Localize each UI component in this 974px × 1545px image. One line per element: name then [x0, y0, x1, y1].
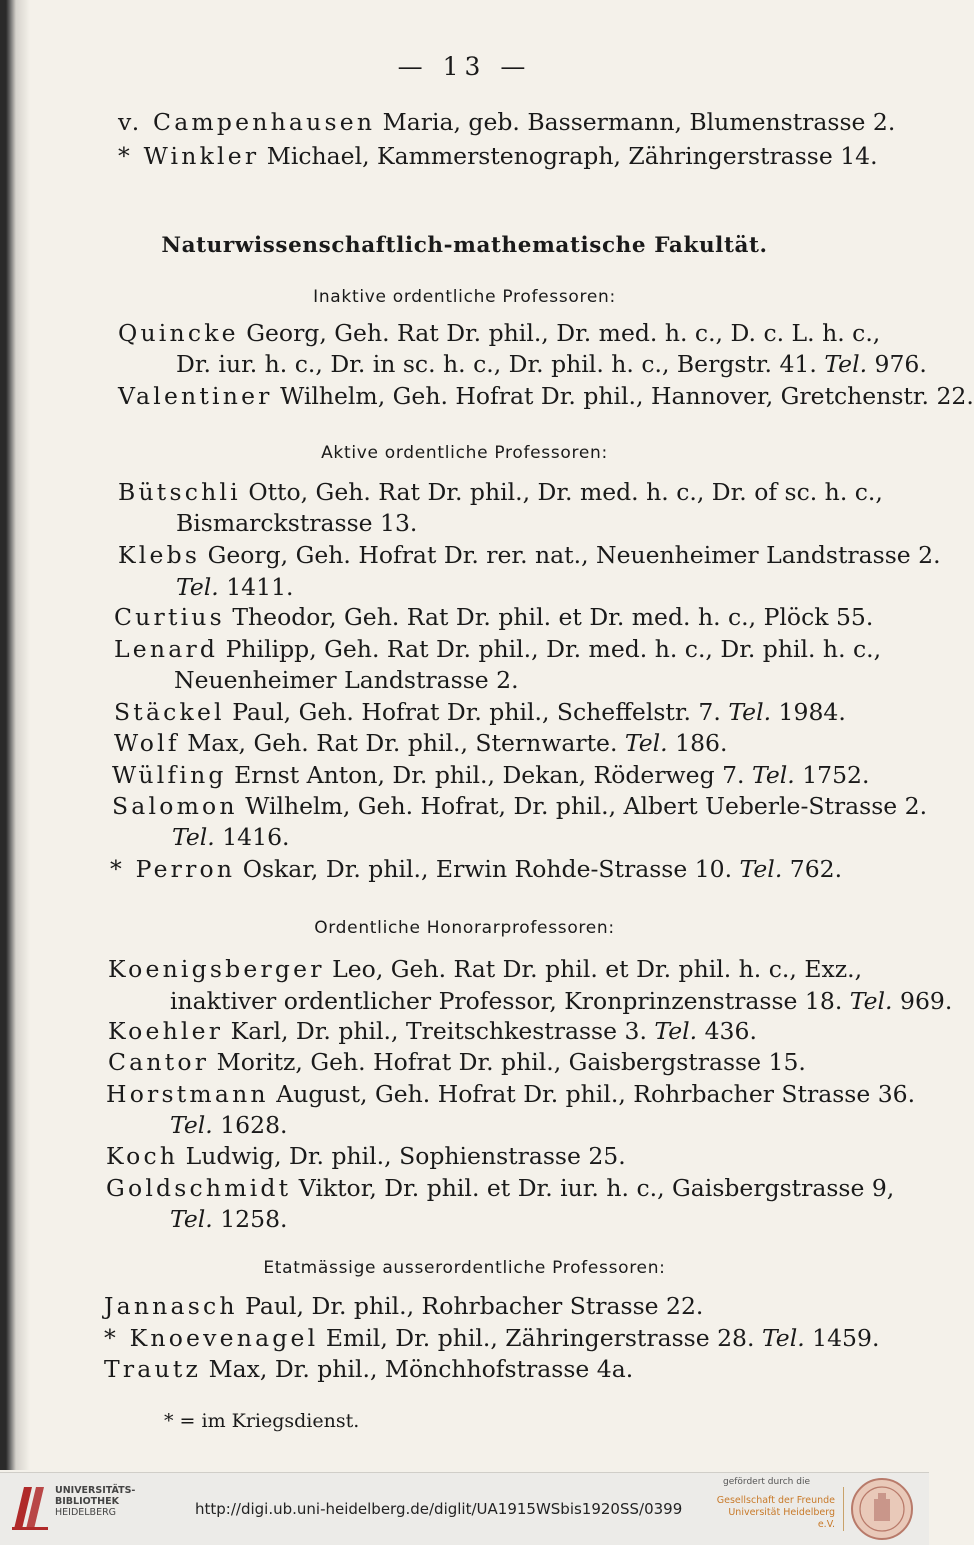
person-name: Valentiner — [118, 382, 273, 410]
list-item — [108, 955, 862, 983]
list-item — [104, 1292, 703, 1320]
entry-text: Karl, Dr. phil., Treitschkestrasse 3. — [223, 1017, 655, 1045]
entry-text: Philipp, Geh. Rat Dr. phil., Dr. med. h. c., Dr. phil. h. c., — [218, 635, 882, 663]
tel-number: 1628. — [212, 1111, 288, 1139]
entry-text: Max, Geh. Rat Dr. phil., Sternwarte. — [179, 729, 625, 757]
tel-number: 436. — [697, 1017, 757, 1045]
list-item — [170, 1205, 288, 1233]
tel-number: 976. — [867, 350, 927, 378]
list-item — [106, 1142, 626, 1170]
library-name-line: UNIVERSITÄTS- — [55, 1485, 136, 1496]
sponsor-org — [715, 1495, 835, 1531]
entry-text: Michael, Kammerstenograph, Zähringerstrasse 14. — [259, 142, 878, 170]
tel-label: Tel. — [761, 1324, 805, 1352]
list-item — [114, 635, 881, 663]
person-name: Klebs — [118, 541, 201, 569]
footnote: * = im Kriegsdienst. — [164, 1410, 360, 1432]
list-item — [114, 729, 727, 757]
list-item — [118, 142, 878, 170]
entry-text: Max, Dr. phil., Mönchhofstrasse 4a. — [201, 1355, 634, 1383]
list-item — [118, 319, 880, 347]
list-item — [112, 792, 927, 820]
page-binding-edge — [0, 0, 30, 1470]
library-name-line: HEIDELBERG — [55, 1507, 117, 1518]
list-item — [172, 823, 290, 851]
person-name: Koehler — [108, 1017, 224, 1045]
entry-text: Wilhelm, Geh. Hofrat, Dr. phil., Albert Ueberle-Strasse 2. — [237, 792, 928, 820]
list-item — [170, 987, 952, 1015]
list-item — [176, 573, 294, 601]
entry-text: Leo, Geh. Rat Dr. phil. et Dr. phil. h. c., Exz., — [324, 955, 863, 983]
tel-label: Tel. — [624, 729, 668, 757]
entry-text: Dr. iur. h. c., Dr. in sc. h. c., Dr. phil. h. c., Bergstr. 41. — [176, 350, 825, 378]
tel-number: 762. — [782, 855, 843, 883]
list-item — [176, 350, 927, 378]
list-item — [108, 1048, 806, 1076]
list-item — [118, 108, 895, 136]
tel-label: Tel. — [849, 987, 893, 1015]
tel-label: Tel. — [176, 573, 219, 601]
tel-number: 1258. — [212, 1205, 288, 1233]
list-item — [112, 761, 869, 789]
section-heading: Etatmässige ausserordentliche Professoren: — [263, 1258, 666, 1278]
person-name: Lenard — [114, 635, 219, 663]
list-item — [108, 1017, 757, 1045]
entry-text: Emil, Dr. phil., Zähringerstrasse 28. — [318, 1324, 762, 1352]
faculty-title: Naturwissenschaftlich-mathematische Fakultät. — [161, 233, 768, 258]
person-name: Curtius — [114, 603, 225, 631]
entry-text: Viktor, Dr. phil. et Dr. iur. h. c., Gaisbergstrasse 9, — [291, 1174, 895, 1202]
list-item — [114, 603, 873, 631]
entry-text: inaktiver ordentlicher Professor, Kronprinzenstrasse 18. — [170, 987, 850, 1015]
tel-label: Tel. — [172, 823, 215, 851]
entry-text: Paul, Dr. phil., Rohrbacher Strasse 22. — [237, 1292, 704, 1320]
sponsor-lead: gefördert durch die — [723, 1477, 810, 1487]
entry-text: Ludwig, Dr. phil., Sophienstrasse 25. — [178, 1142, 626, 1170]
entry-text: Bismarckstrasse 13. — [176, 509, 418, 537]
tel-label: Tel. — [824, 350, 868, 378]
sponsor-org-line: Gesellschaft der Freunde — [716, 1495, 835, 1506]
tel-number: 1752. — [794, 761, 870, 789]
person-name: Jannasch — [104, 1292, 238, 1320]
section-heading: Aktive ordentliche Professoren: — [321, 443, 608, 463]
list-item — [170, 1111, 288, 1139]
person-name: v. Campenhausen — [118, 108, 376, 136]
tel-label: Tel. — [170, 1111, 213, 1139]
entry-text: Neuenheimer Landstrasse 2. — [174, 666, 519, 694]
person-name: Quincke — [118, 319, 239, 347]
tel-number: 186. — [667, 729, 728, 757]
entry-text: Moritz, Geh. Hofrat Dr. phil., Gaisbergstrasse 15. — [209, 1048, 806, 1076]
footer-bar — [0, 1472, 929, 1545]
list-item — [176, 509, 417, 537]
entry-text: Paul, Geh. Hofrat Dr. phil., Scheffelstr. 7. — [224, 698, 729, 726]
person-name: Cantor — [108, 1048, 210, 1076]
entry-text: Theodor, Geh. Rat Dr. phil. et Dr. med. h. c., Plöck 55. — [224, 603, 874, 631]
person-name: Trautz — [104, 1355, 202, 1383]
tel-label: Tel. — [739, 855, 783, 883]
person-name: Koch — [106, 1142, 179, 1170]
list-item — [118, 478, 883, 506]
person-name: Koenigsberger — [108, 955, 325, 983]
tel-label: Tel. — [728, 698, 772, 726]
tel-number: 1459. — [804, 1324, 880, 1352]
list-item — [110, 855, 842, 883]
tel-number: 1411. — [218, 573, 294, 601]
list-item — [114, 698, 846, 726]
list-item — [174, 666, 519, 694]
person-name: Wolf — [114, 729, 180, 757]
library-logo-icon — [10, 1483, 52, 1533]
list-item — [104, 1324, 879, 1352]
entry-text: Georg, Geh. Rat Dr. phil., Dr. med. h. c., D. c. L. h. c., — [238, 319, 881, 347]
person-name: * Knoevenagel — [104, 1324, 319, 1352]
sponsor-org-line: Universität Heidelberg e.V. — [728, 1507, 835, 1530]
tel-label: Tel. — [751, 761, 795, 789]
person-name: * Winkler — [118, 142, 260, 170]
entry-text: Oskar, Dr. phil., Erwin Rohde-Strasse 10. — [235, 855, 740, 883]
section-heading: Ordentliche Honorarprofessoren: — [314, 918, 615, 938]
source-url-link[interactable]: http://digi.ub.uni-heidelberg.de/diglit/UA1915WSbis1920SS/0399 — [195, 1500, 683, 1518]
tel-number: 1416. — [214, 823, 290, 851]
list-item — [106, 1080, 915, 1108]
entry-text: Wilhelm, Geh. Hofrat Dr. phil., Hannover, Gretchenstr. 22. — [272, 382, 974, 410]
entry-text: August, Geh. Hofrat Dr. phil., Rohrbacher Strasse 36. — [268, 1080, 916, 1108]
person-name: Bütschli — [118, 478, 241, 506]
list-item — [104, 1355, 633, 1383]
library-name — [55, 1485, 135, 1518]
university-seal-icon — [850, 1477, 914, 1541]
tel-label: Tel. — [170, 1205, 213, 1233]
tel-number: 969. — [892, 987, 953, 1015]
tel-label: Tel. — [654, 1017, 698, 1045]
person-name: Salomon — [112, 792, 238, 820]
person-name: * Perron — [110, 855, 236, 883]
list-item — [118, 541, 941, 569]
person-name: Horstmann — [106, 1080, 269, 1108]
list-item — [118, 382, 974, 410]
entry-text: Otto, Geh. Rat Dr. phil., Dr. med. h. c., Dr. of sc. h. c., — [240, 478, 883, 506]
footer-divider — [843, 1487, 844, 1531]
list-item — [106, 1174, 894, 1202]
section-heading: Inaktive ordentliche Professoren: — [313, 287, 616, 307]
person-name: Goldschmidt — [106, 1174, 292, 1202]
tel-number: 1984. — [771, 698, 846, 726]
person-name: Wülfing — [112, 761, 227, 789]
page-number: — 13 — — [397, 52, 532, 81]
entry-text: Maria, geb. Bassermann, Blumenstrasse 2. — [375, 108, 896, 136]
library-name-line: BIBLIOTHEK — [55, 1496, 119, 1507]
person-name: Stäckel — [114, 698, 225, 726]
entry-text: Ernst Anton, Dr. phil., Dekan, Röderweg 7. — [226, 761, 752, 789]
sponsor-block — [715, 1477, 835, 1531]
entry-text: Georg, Geh. Hofrat Dr. rer. nat., Neuenheimer Landstrasse 2. — [200, 541, 941, 569]
